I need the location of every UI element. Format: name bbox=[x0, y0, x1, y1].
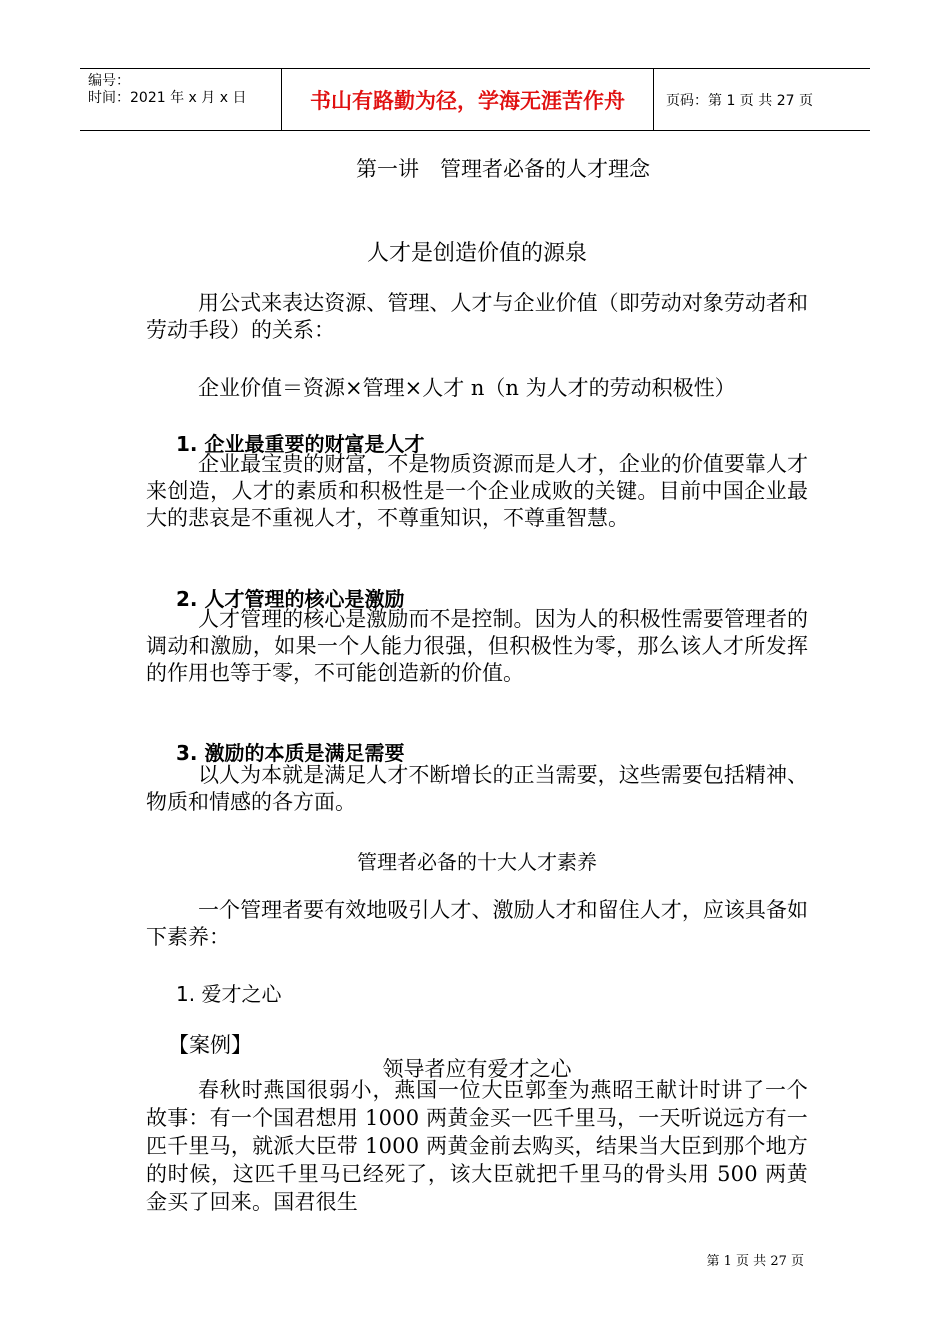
section-title: 人才是创造价值的源泉 bbox=[366, 241, 587, 266]
section2-title: 管理者必备的十大人才素养 bbox=[357, 850, 597, 874]
section2-intro: 一个管理者要有效地吸引人才、激励人才和留住人才，应该具备如下素养： bbox=[146, 898, 808, 949]
intro-paragraph: 用公式来表达资源、管理、人才与企业价值（即劳动对象劳动者和劳动手段）的关系： bbox=[146, 291, 808, 342]
page-header bbox=[80, 68, 870, 131]
serial-label: 编号： bbox=[88, 73, 130, 89]
point-heading-1: 1. 企业最重要的财富是人才 bbox=[176, 432, 425, 456]
lecture-title: 第一讲 管理者必备的人才理念 bbox=[356, 157, 650, 181]
point-text-3: 以人为本就是满足人才不断增长的正当需要，这些需要包括精神、物质和情感的各方面。 bbox=[146, 763, 808, 814]
header-page-info: 页码：第 1 页 共 27 页 bbox=[666, 92, 813, 109]
story-title: 领导者应有爱才之心 bbox=[382, 1057, 572, 1081]
story-paragraph: 春秋时燕国很弱小，燕国一位大臣郭奎为燕昭王献计时讲了一个故事：有一个国君想用 1000 两黄金买一匹千里马，一天听说远方有一匹千里马，就派大臣带 1000 两黄金前去购买，结果当大臣到那个地方的时候，这匹千里马已经死了，该大臣就把千里马的骨头用 500 两黄金买了回来。国君很生 bbox=[146, 1078, 808, 1214]
point-heading-3: 3. 激励的本质是满足需要 bbox=[176, 741, 405, 765]
formula: 企业价值＝资源×管理×人才 n（n 为人才的劳动积极性） bbox=[198, 376, 736, 400]
point-heading-2: 2. 人才管理的核心是激励 bbox=[176, 587, 405, 611]
time-label: 时间：2021 年 x 月 x 日 bbox=[88, 90, 247, 106]
header-motto: 书山有路勤为径，学海无涯苦作舟 bbox=[282, 69, 654, 130]
point-text-2: 人才管理的核心是激励而不是控制。因为人的积极性需要管理者的调动和激励，如果一个人能力很强，但积极性为零，那么该人才所发挥的作用也等于零，不可能创造新的价值。 bbox=[146, 607, 808, 685]
point-text-1: 企业最宝贵的财富，不是物质资源而是人才，企业的价值要靠人才来创造，人才的素质和积极性是一个企业成败的关键。目前中国企业最大的悲哀是不重视人才，不尊重知识，不尊重智慧。 bbox=[146, 452, 808, 530]
page-footer: 第 1 页 共 27 页 bbox=[706, 1254, 804, 1269]
trait-heading-1: 1. 爱才之心 bbox=[176, 982, 282, 1006]
header-meta bbox=[80, 69, 282, 130]
case-label: 【案例】 bbox=[168, 1033, 252, 1057]
